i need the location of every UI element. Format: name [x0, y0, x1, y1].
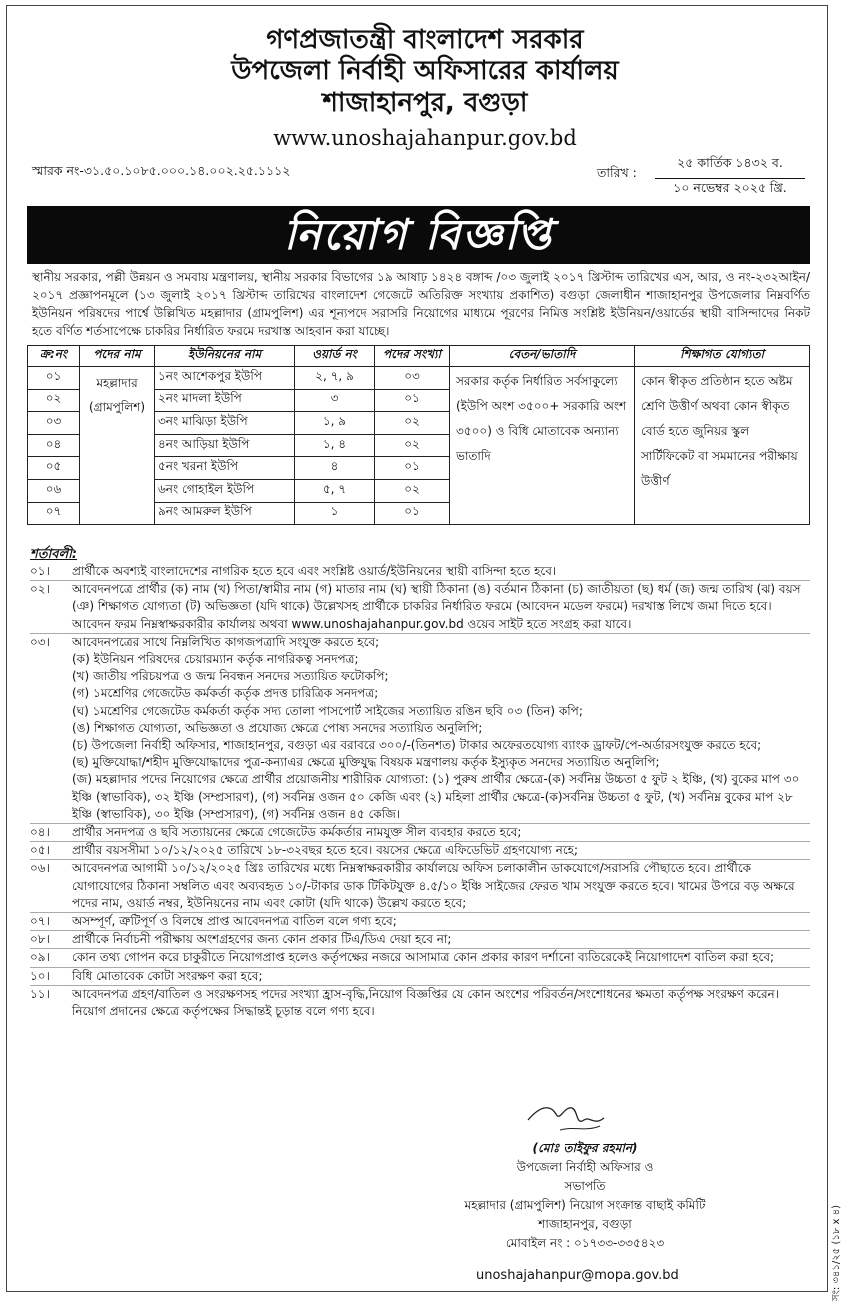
union-cell: ৯নং আমরুল ইউপি — [155, 502, 295, 525]
count-cell: ০১ — [375, 502, 450, 525]
signatory-block — [420, 1095, 750, 1253]
condition-number: ০৭। — [30, 914, 50, 929]
table-header-row — [28, 346, 810, 367]
condition-text: কোন তথ্য গোপন করে চাকুরীতে নিয়োগপ্রাপ্ত হলেও কর্তৃপক্ষের নজরে আসামাত্র কোন প্রকার কারণ দর্শানো ব্যতিরেকেই নিয়োগাদেশ বাতিল করা হবে; — [72, 950, 775, 965]
sub-item: (ক) ইউনিয়ন পরিষদের চেয়ারম্যান কর্তৃক নাগরিকত্ব সনদপত্র; — [72, 652, 359, 667]
ward-cell: ১ — [295, 502, 375, 525]
committee-name: মহল্লাদার (গ্রামপুলিশ) নিয়োগ সংক্রান্ত বাছাই কমিটি — [464, 1198, 706, 1212]
banner-title: নিয়োগ বিজ্ঞপ্তি — [283, 210, 554, 259]
count-cell: ০১ — [375, 389, 450, 412]
condition-number: ০৬। — [30, 861, 50, 876]
serial-cell: ০৬ — [28, 479, 80, 502]
sub-item: (ঘ) ১মশ্রেণির গেজেটেড কর্মকর্তা কর্তৃক সদ্য তোলা পাসপোর্ট সাইজের সত্যায়িত রঙিন ছবি ০৩ (তিন) কপি; — [72, 703, 583, 718]
post-name-cell: মহল্লাদার (গ্রামপুলিশ) — [80, 367, 155, 525]
condition-item — [30, 824, 810, 842]
serial-cell: ০৫ — [28, 457, 80, 480]
condition-body — [72, 986, 810, 1020]
serial-cell: ০৪ — [28, 434, 80, 457]
condition-text: আবেদনপত্রে প্রার্থীর (ক) নাম (খ) পিতা/স্বামীর নাম (গ) মাতার নাম (ঘ) স্থায়ী ঠিকানা (ঙ) বর্তমান ঠিকানা (চ) জাতীয়তা (ছ) ধর্ম (জ) জন্ম তারিখ (ঝ) বয়স (ঞ) শিক্ষাগত যোগ্যতা (ট) অভিজ্ঞতা (যদি থাকে) উল্লেখসহ প্রার্থীকে চাকরির নির্ধারিত ফরমে (আবেদন মডেল ফরমে) দরখাস্ত লিখে জমা দিতে হবে। আবেদন ফরম নিম্নস্বাক্ষরকারীর কার্যালয় অথবা www.unoshajahanpur.gov.bd ওয়েব সাইট হতে সংগ্রহ করা যাবে। — [72, 582, 801, 631]
union-cell: ৫নং খরনা ইউপি — [155, 457, 295, 480]
signatory-title: উপজেলা নির্বাহী অফিসার ও — [516, 1160, 654, 1174]
union-cell: ১নং আশেকপুর ইউপি — [155, 367, 295, 390]
sub-item: (গ) ১মশ্রেণির গেজেটেড কর্মকর্তা কর্তৃক প্রদত্ত চারিত্রিক সনদপত্র; — [72, 686, 379, 701]
union-cell: ৪নং আড়িয়া ইউপি — [155, 434, 295, 457]
column-header: ইউনিয়নের নাম — [155, 346, 295, 367]
condition-text: প্রার্থীর সনদপত্র ও ছবি সত্যায়নের ক্ষেত্রে গেজেটেড কর্মকর্তার নামযুক্ত সীল ব্যবহার করতে হবে; — [72, 825, 522, 840]
column-header: শিক্ষাগত যোগ্যতা — [635, 346, 810, 367]
condition-text: প্রার্থীকে অবশ্যই বাংলাদেশের নাগরিক হতে হবে এবং সংশ্লিষ্ট ওয়ার্ড/ইউনিয়নের স্থায়ী বাসিন্দা হতে হবে। — [72, 564, 557, 578]
column-header: পদের সংখ্যা — [375, 346, 450, 367]
condition-item — [30, 581, 810, 634]
mobile-number: মোবাইল নং : ০১৭৩৩-৩৩৫৪২৩ — [505, 1236, 665, 1250]
condition-text: বিধি মোতাবেক কোটা সংরক্ষণ করা হবে; — [72, 968, 263, 983]
intro-paragraph: স্থানীয় সরকার, পল্লী উন্নয়ন ও সমবায় মন্ত্রণালয়, স্থানীয় সরকার বিভাগের ১৯ আষাঢ় ১৪২৪ বঙ্গাব্দ /০৩ জুলাই ২০১৭ খ্রিস্টাব্দ তারিখের এস, আর, ও নং-২৩২আইন/২০১৭ প্রজ্ঞাপনমূলে (১৩ জুলাই ২০১৭ খ্রিস্টাব্দ তারিখের বাংলাদেশ গেজেটে অতিরিক্ত সংখ্যায় প্রকাশিত) বগুড়া জেলাধীন শাজাহানপুর উপজেলার নিম্নবর্ণিত ইউনিয়ন পরিষদের পার্শ্বে উল্লিখিত মহল্লাদার (গ্রামপুলিশ) এর শূন্যপদে সরাসরি নিয়োগের মাধ্যমে পূরণের নিমিত্ত সংশ্লিষ্ট ইউনিয়ন/ওয়ার্ডের স্থায়ী বাসিন্দাদের নিকট হতে বর্ণিত শর্তসাপেক্ষে চাকরির নির্ধারিত ফরমে দরখাস্ত আহবান করা যাচ্ছে। — [32, 270, 810, 338]
date-bangla: ২৫ কার্তিক ১৪৩২ ব. — [655, 155, 805, 179]
condition-number: ০৫। — [30, 843, 50, 858]
condition-text: অসম্পূর্ণ, ত্রুটিপূর্ণ ও বিলম্বে প্রাপ্ত আবেদনপত্র বাতিল বলে গণ্য হবে; — [72, 914, 397, 929]
condition-number: ০৯। — [30, 950, 50, 965]
ward-cell: ৫, ৭ — [295, 479, 375, 502]
letterhead — [0, 25, 850, 153]
count-cell: ০২ — [375, 412, 450, 435]
ward-cell: ২, ৭, ৯ — [295, 367, 375, 390]
ward-cell: ১, ৯ — [295, 412, 375, 435]
condition-item — [30, 986, 810, 1020]
memo-number: স্মারক নং-৩১.৫০.১০৮৫.০০০.১৪.০০২.২৫.১১১২ — [32, 163, 291, 178]
government-name: গণপ্রজাতন্ত্রী বাংলাদেশ সরকার — [266, 25, 584, 55]
sub-item: (ছ) মুক্তিযোদ্ধা/শহীদ মুক্তিযোদ্ধাদের পুত্র-কন্যাএর ক্ষেত্রে মুক্তিযুদ্ধ বিষয়ক মন্ত্রণালয় কর্তৃক ইস্যুকৃত সনদের সত্যায়িত অনুলিপি; — [72, 755, 660, 770]
condition-number: ১১। — [30, 986, 50, 1001]
condition-number: ০২। — [30, 582, 50, 597]
serial-cell: ০৭ — [28, 502, 80, 525]
union-cell: ৬নং গোহাইল ইউপি — [155, 479, 295, 502]
condition-item — [30, 563, 810, 581]
condition-text: আবেদনপত্র আগামী ১০/১২/২০২৫ খ্রিঃ তারিখের মধ্যে নিম্নস্বাক্ষরকারীর কার্যালয়ে অফিস চলাকালীন ডাকযোগে/সরাসরি পৌছাতে হবে। প্রার্থীকে যোগাযোগের ঠিকানা সম্বলিত এবং অব্যবহৃত ১০/-টাকার ডাক টিকিটযুক্ত ৪.৫/১০ ইঞ্চি সাইজের ফেরত খাম সংযুক্ত করতে হবে। খামের উপরে বড় অক্ষরে পদের নাম, ওয়ার্ড নম্বর, ইউনিয়নের নাম এবং কোটা (যদি থাকে) উল্লেখ করতে হবে; — [72, 861, 795, 910]
email-link[interactable]: unoshajahanpur@mopa.gov.bd — [476, 1268, 679, 1283]
count-cell: ০২ — [375, 434, 450, 457]
side-note: সং: ৩৪১/২৫ (১৮ x ৪) — [831, 1205, 842, 1302]
count-cell: ০১ — [375, 457, 450, 480]
sub-item: (ঙ) শিক্ষাগত যোগ্যতা, অভিজ্ঞতা ও প্রযোজ্য ক্ষেত্রে পোষ্য সনদের সত্যায়িত অনুলিপি; — [72, 720, 483, 735]
column-header: ক্র:নং — [28, 346, 80, 367]
condition-item — [30, 931, 810, 949]
date-english: ১০ নভেম্বর ২০২৫ খ্রি. — [673, 180, 787, 195]
signatory-location: শাজাহানপুর, বগুড়া — [538, 1217, 632, 1231]
count-cell: ০২ — [375, 479, 450, 502]
title-banner — [27, 206, 810, 264]
serial-cell: ০১ — [28, 367, 80, 390]
table-row — [28, 367, 810, 390]
office-name: উপজেলা নির্বাহী অফিসারের কার্যালয় — [231, 56, 619, 86]
signatory-role: সভাপতি — [564, 1179, 606, 1193]
condition-number: ১০। — [30, 968, 50, 983]
office-location: শাজাহানপুর, বগুড়া — [322, 88, 528, 118]
ward-cell: ১, ৪ — [295, 434, 375, 457]
condition-text: প্রার্থীকে নির্বাচনী পরীক্ষায় অংশগ্রহণের জন্য কোন প্রকার টিএ/ডিএ দেয়া হবে না; — [72, 932, 452, 947]
condition-item — [30, 860, 810, 913]
column-header: পদের নাম — [80, 346, 155, 367]
website-link[interactable]: www.unoshajahanpur.gov.bd — [273, 126, 577, 150]
condition-item — [30, 913, 810, 931]
count-cell: ০৩ — [375, 367, 450, 390]
union-cell: ২নং মাদলা ইউপি — [155, 389, 295, 412]
condition-number: ০৮। — [30, 932, 50, 947]
serial-cell: ০২ — [28, 389, 80, 412]
salary-cell: সরকার কর্তৃক নির্ধারিত সর্বসাকুল্যে (ইউপি অংশ ৩৫০০+ সরকারি অংশ ৩৫০০) ও বিধি মোতাবেক অন্যান্য ভাতাদি — [450, 367, 635, 525]
condition-number: ০৪। — [30, 825, 50, 840]
condition-text: আবেদনপত্র গ্রহণ/বাতিল ও সংরক্ষণসহ পদের সংখ্যা হ্রাস-বৃদ্ধি,নিয়োগ বিজ্ঞপ্তির যে কোন অংশের পরিবর্তন/সংশোধনের ক্ষমতা কর্তৃপক্ষ সংরক্ষণ করেন। — [72, 986, 780, 1001]
conditions-list — [30, 563, 810, 1020]
column-header: ওয়ার্ড নং — [295, 346, 375, 367]
condition-item — [30, 949, 810, 967]
vacancy-table — [27, 345, 810, 525]
union-cell: ৩নং মাঝিড়া ইউপি — [155, 412, 295, 435]
condition-item — [30, 634, 810, 824]
condition-number: ০৩। — [30, 634, 50, 649]
condition-item — [30, 968, 810, 986]
condition-item — [30, 842, 810, 860]
sub-item: (খ) জাতীয় পরিচয়পত্র ও জন্ম নিবন্ধন সনদের সত্যায়িত ফটোকপি; — [72, 669, 389, 684]
ward-cell: ৪ — [295, 457, 375, 480]
signatory-name: (মোঃ তাইফুর রহমান) — [532, 1141, 638, 1155]
serial-cell: ০৩ — [28, 412, 80, 435]
condition-text: প্রার্থীর বয়সসীমা ১০/১২/২০২৫ তারিখে ১৮-৩২বছর হতে হবে। বয়সের ক্ষেত্রে এফিডেভিট গ্রহণযোগ্য নহে; — [72, 843, 579, 858]
condition-text: আবেদনপত্রের সাথে নিম্নলিখিত কাগজপত্রাদি সংযুক্ত করতে হবে; — [72, 634, 380, 649]
condition-body — [72, 634, 810, 823]
column-header: বেতন/ভাতাদি — [450, 346, 635, 367]
sub-item: (জ) মহল্লাদার পদের নিয়োগের ক্ষেত্রে প্রার্থীর প্রয়োজনীয় শারীরিক যোগ্যতা: (১) পুরুষ প্রার্থীর ক্ষেত্রে-(ক) সর্বনিম্ন উচ্চতা ৫ ফুট ২ ইঞ্চি, (খ) বুকের মাপ ৩০ ইঞ্চি (স্বাভাবিক), ৩২ ইঞ্চি (সম্প্রসারণ), (গ) সর্বনিম্ন ওজন ৫০ কেজি এবং (২) মহিলা প্রার্থীর ক্ষেত্রে-(ক)সর্বনিম্ন উচ্চতা ৫ ফুট, (খ) সর্বনিম্ন বুকের মাপ ২৮ ইঞ্চি (স্বাভাবিক), ৩০ ইঞ্চি (সম্প্রসারণ), (গ) সর্বনিম্ন ওজন ৪৫ কেজি। — [72, 772, 800, 821]
closing-note: নিয়োগ প্রদানের ক্ষেত্রে কর্তৃপক্ষের সিদ্ধান্তই চূড়ান্ত বলে গণ্য হবে। — [72, 1004, 375, 1019]
condition-number: ০১। — [30, 564, 50, 578]
ward-cell: ৩ — [295, 389, 375, 412]
sub-item: (চ) উপজেলা নির্বাহী অফিসার, শাজাহানপুর, বগুড়া এর বরাবরে ৩০০/-(তিনশত) টাকার অফেরতযোগ্য ব্যাংক ড্রাফট/পে-অর্ডারসংযুক্ত করতে হবে; — [72, 738, 762, 753]
qualification-cell: কোন স্বীকৃত প্রতিষ্ঠান হতে অষ্টম শ্রেণি উত্তীর্ণ অথবা কোন স্বীকৃত বোর্ড হতে জুনিয়র স্কুল সার্টিফিকেট বা সমমানের পরীক্ষায় উত্তীর্ণ — [635, 367, 810, 525]
date-label: তারিখ : — [597, 165, 637, 180]
conditions-heading: শর্তাবলী: — [30, 547, 78, 562]
